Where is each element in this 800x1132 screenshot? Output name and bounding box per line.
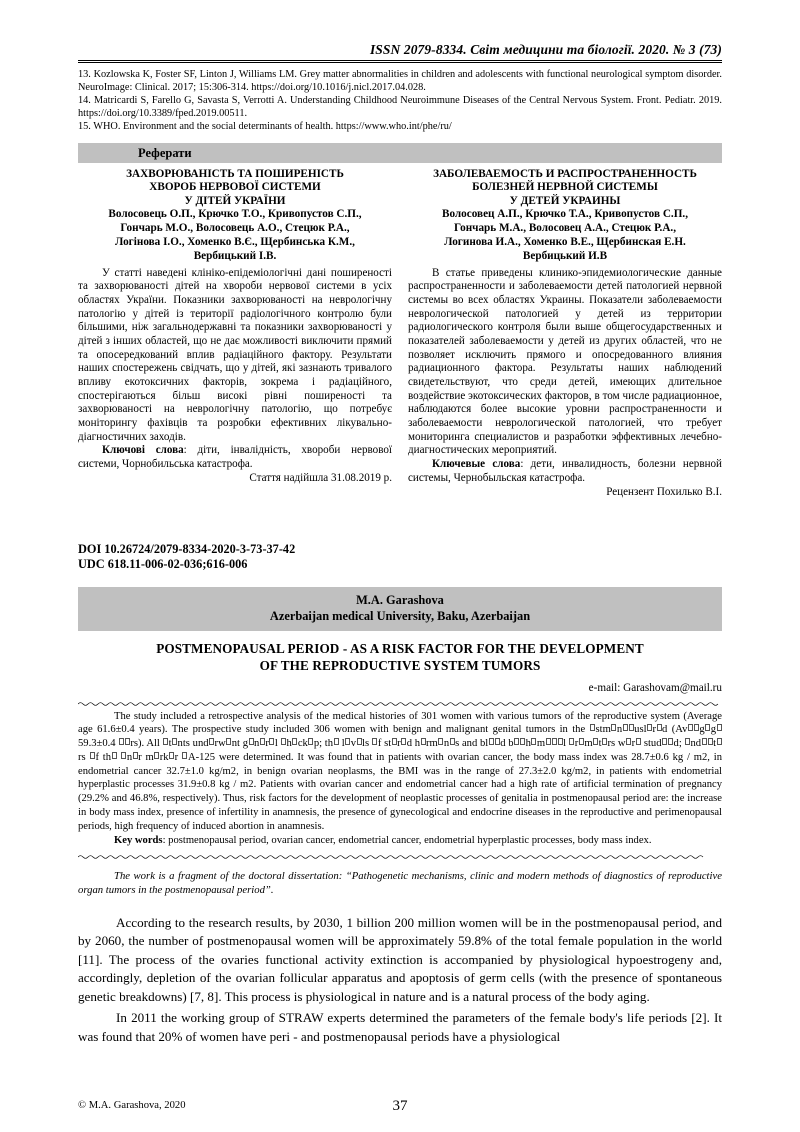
garbled-glyph	[657, 724, 662, 731]
garbled-glyph	[154, 752, 159, 759]
article-author-band	[78, 587, 722, 631]
garbled-glyph	[685, 738, 690, 745]
footer-page-number: 37	[392, 1098, 408, 1114]
abstract-ru-reviewer: Рецензент Похилько В.І.	[606, 485, 722, 498]
garbled-glyph	[209, 738, 214, 745]
garbled-glyph	[226, 738, 231, 745]
abstract-uk-author-line-2: Гончарь М.О., Волосовець А.О., Стецюк Р.А.,	[120, 222, 350, 235]
abstract-ru-authors	[408, 208, 722, 263]
garbled-glyph	[269, 738, 274, 745]
abstract-ru-body: В статье приведены клинико-эпидемиологические данные распространенности и заболеваемости детей патологией нервной системы во всех областях Украины. Показатели заболеваемости неврологической патологией у детей из территории радиологического контроля были выше общегосударственных и показателей заболеваемости у детей из других областей, что не позволяет исключить прямого и опосредованного влияния радиационного фактора. Результаты наших наблюдений свидетельствуют, что среди детей, имеющих длительное воздействие экотоксических факторов, в том числе радиационное, наблюдаются более высокие уровни распространенности и заболеваемости неврологической патологией, что требует мониторинга специалистов и разработки эффективных лечебно-диагностических мероприятий.	[408, 266, 722, 457]
garbled-glyph	[611, 724, 616, 731]
garbled-glyph	[334, 738, 339, 745]
running-head: ISSN 2079-8334. Світ медицини та біології. 2020. № 3 (73)	[369, 42, 722, 57]
garbled-glyph	[694, 724, 699, 731]
abstract-uk-title-line-1: ЗАХВОРЮВАНІСТЬ ТА ПОШИРЕНІСТЬ	[126, 167, 344, 180]
garbled-glyph	[172, 738, 177, 745]
garbled-glyph	[357, 738, 362, 745]
abstract-russian	[408, 168, 722, 498]
english-abstract-frag-a: stm	[595, 724, 611, 736]
wavy-separator-top	[78, 701, 722, 706]
garbled-glyph	[121, 752, 126, 759]
english-abstract: The study included a retrospective analysis of the medical histories of 301 women with various tumors of the reproductive system (Average age 61.6±0.4 years). The prospective study included 306 women with benign and malignant genital tumors in the stm n usl r d (Av g g59.3±0.4 rs). All t nts und rw nt g n r l h ck p; th l v ls f st r d h rm n s and bl d b h m l r m t rs w r stud d; nd trs f th n r m rk r A-125 were determined. It was found that in patients with ovarian cancer, the body mass index was 28.7±0.6 kg / m2, in endometrial cancer 32.7±1.0 kg/m2, in benign ovarian neoplasms, the BMI was in the range of 27.3±2.0 kg/m2, in patients with endometrial hyperplastic processes 31.9±0.8 kg / m2. Patients with ovarian cancer and endometrial cancer had a high rate of artificial termination of pregnancy (29.2% and 46.8%, respectively). Thus, risk factors for the development of neoplastic processes of genitalia in postmenopausal period are: the increase in body mass index, presence of infertility in anamnesis, the presence of gynecological and endocrine diseases in the reproductive and perimenopausal periods, high frequency of induced abortion in anamnesis.	[78, 710, 722, 832]
garbled-glyph	[552, 738, 557, 745]
abstract-uk-author-line-3: Логінова І.О., Хоменко В.Є., Щербинська К.М.,	[115, 236, 355, 249]
garbled-glyph	[626, 738, 631, 745]
garbled-glyph	[708, 738, 713, 745]
garbled-glyph	[489, 738, 494, 745]
garbled-glyph	[163, 738, 168, 745]
english-abstract-part-2: 59.3±0.4	[78, 738, 116, 750]
abstract-ru-author-line-1: Волосовец А.П., Крючко Т.А., Кривопустов С.П.,	[441, 208, 688, 221]
garbled-glyph	[401, 738, 406, 745]
garbled-glyph	[450, 738, 455, 745]
abstract-uk-authors	[78, 208, 392, 263]
abstract-uk-title-line-3: У ДІТЕЙ УКРАЇНИ	[184, 194, 286, 207]
running-head-rule-thin	[78, 62, 722, 63]
garbled-glyph	[514, 738, 519, 745]
running-head-rule-thick	[78, 60, 722, 61]
garbled-glyph	[702, 738, 707, 745]
garbled-glyph	[717, 724, 722, 731]
abstract-uk-keywords-label: Ключові слова	[102, 444, 184, 457]
garbled-glyph	[623, 724, 628, 731]
english-abstract-part-1: The study included a retrospective analysis of the medical histories of 301 women with various tumors of the reproductive system (Average age 61.6±0.4 years). The prospective study included 306 women with benign and malignant genital tumors in the	[78, 710, 722, 736]
english-abstract-part-4: A-125 were determined. It was found that in patients with ovarian cancer, the body mass index was 28.7±0.6 kg / m2, in endometrial cancer 32.7±1.0 kg/m2, in benign ovarian neoplasms, the BMI was in the range of 27.3±2.0 kg/m2, in patients with endometrial hyperplastic processes 31.9±0.8 kg / m2. Patients with ovarian cancer and endometrial cancer had a high rate of artificial termination of pregnancy (29.2% and 46.8%, respectively). Thus, risk factors for the development of neoplastic processes of genitalia in postmenopausal period are: the increase in body mass index, presence of infertility in anamnesis, the presence of gynecological and endocrine diseases in the reproductive and perimenopausal periods, high frequency of induced abortion in anamnesis.	[78, 751, 722, 832]
abstract-uk-author-line-4: Вербицький І.В.	[193, 249, 277, 262]
english-abstract-frag-e: r	[652, 724, 657, 736]
abstract-ru-title-line-1: ЗАБОЛЕВАЕМОСТЬ И РАСПРОСТРАНЕННОСТЬ	[433, 167, 697, 180]
english-abstract-frag-f: d (Av	[662, 724, 688, 736]
garbled-glyph	[668, 738, 673, 745]
garbled-glyph	[392, 738, 397, 745]
abstract-uk-keywords-value: : діти, інвалідність, хвороби нервової системи, Чорнобильська катастрофа.	[78, 444, 392, 471]
doi-udc-block	[78, 542, 722, 573]
garbled-glyph	[438, 738, 443, 745]
garbled-glyph	[182, 752, 187, 759]
abstract-uk-author-line-1: Волосовець О.П., Крючко Т.О., Кривопустов С.П.,	[108, 208, 362, 221]
garbled-glyph	[636, 738, 641, 745]
garbled-glyph	[372, 738, 377, 745]
english-keywords-value: : postmenopausal period, ovarian cancer, endometrial cancer, endometrial hyperplastic processes, body mass index.	[162, 834, 652, 846]
english-abstract-frag-d: l	[643, 724, 647, 736]
garbled-glyph	[602, 738, 607, 745]
garbled-glyph	[579, 738, 584, 745]
garbled-glyph	[569, 738, 574, 745]
reference-item-15: 15. WHO. Environment and the social determinants of health. https://www.who.int/phe/ru/	[78, 120, 452, 132]
garbled-glyph	[119, 738, 124, 745]
wavy-separator-bottom	[78, 854, 722, 859]
abstract-ukrainian	[78, 168, 392, 498]
garbled-glyph	[281, 738, 286, 745]
udc-line: UDC 618.11-006-02-036;616-006	[78, 557, 248, 572]
abstract-ru-author-line-3: Логинова И.А., Хоменко В.Е., Щербинская Е.Н.	[444, 236, 686, 249]
article-email: e-mail: Garashovam@mail.ru	[588, 681, 722, 694]
garbled-glyph	[546, 738, 551, 745]
garbled-glyph	[308, 738, 313, 745]
abstract-ru-title	[408, 168, 722, 209]
dissertation-note: The work is a fragment of the doctoral dissertation: “Pathogenetic mechanisms, clinic and modern methods of diagnostics of reproductive organ tumors in the postmenopausal period”.	[78, 870, 722, 897]
page-footer	[78, 1098, 722, 1118]
garbled-glyph	[593, 738, 598, 745]
body-paragraph-1: According to the research results, by 2030, 1 billion 200 million women will be in the postmenopausal period, and by 2060, the number of postmenopausal women will be approximately 59.8% of the total female population in the world [11]. The process of the ovaries functional activity extinction is accompanied by physiological hypoestrogeny and, accordingly, depletion of the ovarian follicular apparatus and apoptosis of germ cells (with the presence of spontaneous genetic breakdowns) [7, 8]. This process is physiological in nature and is a natural process of the body aging.	[78, 914, 722, 1004]
abstract-ru-author-line-4: Вербицький И.В	[522, 249, 608, 262]
abstract-ru-author-line-2: Гончарь М.А., Волосовец А.А., Стецюк Р.А.,	[453, 222, 677, 235]
section-band-abstracts: Реферати	[78, 143, 722, 163]
abstract-uk-body: У статті наведені клініко-епідеміологічні дані поширеності та захворюваності дітей на хвороби нервової системи в усіх областях України. Показники захворюваності на неврологічну патологію у дітей із території радіологічного контролю були більшими, ніж загальнодержавні та показники захворюваності у дітей з інших областей, що не дає можливості виключити прямий та опосередкований вплив радіаційного фактору. Результати наших спостережень свідчать, що у дітей, які зазнають тривалого впливу екотоксичних факторів, зокрема і радіаційного, спостерігаються більш високі рівні поширеності та захворюваності на неврологічну патологію, що потребує моніторингу фахівців та розробки ефективних лікувально-діагностичних заходів.	[78, 266, 392, 443]
doi-line: DOI 10.26724/2079-8334-2020-3-73-37-42	[78, 541, 296, 556]
garbled-glyph	[647, 724, 652, 731]
article-affiliation: Azerbaijan medical University, Baku, Azerbaijan	[269, 609, 531, 624]
garbled-glyph	[345, 738, 350, 745]
abstracts-two-column	[78, 168, 722, 498]
abstract-uk-received: Стаття надійшла 31.08.2019 р.	[249, 471, 392, 484]
abstract-uk-title	[78, 168, 392, 209]
reference-item-14: 14. Matricardi S, Farello G, Savasta S, Verrotti A. Understanding Childhood Neuroimmune Diseases of the Central Nervous System. Front. Pediatr. 2019. https://doi.org/10.3389/fped.2019.00511.	[78, 94, 722, 119]
english-keywords-label: Key words	[114, 834, 163, 846]
abstract-ru-keywords	[408, 458, 722, 485]
english-abstract-frag-c: us	[634, 724, 644, 736]
reference-list	[78, 69, 722, 134]
english-abstract-frag-b: n	[616, 724, 623, 736]
garbled-glyph	[249, 738, 254, 745]
abstract-ru-title-line-3: У ДЕТЕЙ УКРАИНЫ	[509, 194, 621, 207]
english-keywords	[78, 834, 722, 848]
article-title	[78, 640, 722, 675]
garbled-glyph	[705, 724, 710, 731]
article-title-line-1: POSTMENOPAUSAL PERIOD - AS A RISK FACTOR FOR THE DEVELOPMENT	[156, 640, 644, 656]
reference-item-13: 13. Kozlowska K, Foster SF, Linton J, Williams LM. Grey matter abnormalities in children and adolescents with functional neurological symptom disorder. NeuroImage: Clinical. 2017; 15:306-314. https://doi.org/10.1016/j.nicl.2017.04.028.	[78, 69, 722, 93]
garbled-glyph	[662, 738, 667, 745]
abstract-uk-title-line-2: ХВОРОБ НЕРВОВОЇ СИСТЕМИ	[149, 181, 321, 194]
garbled-glyph	[717, 738, 722, 745]
article-author: M.A. Garashova	[356, 593, 444, 608]
abstract-ru-title-line-2: БОЛЕЗНЕЙ НЕРВНОЙ СИСТЕМЫ	[472, 181, 658, 194]
garbled-glyph	[421, 738, 426, 745]
garbled-glyph	[292, 738, 297, 745]
abstract-ru-keywords-value: : дети, инвалидность, болезни нервной системы, Чернобыльская катастрофа.	[408, 458, 722, 484]
garbled-glyph	[558, 738, 563, 745]
garbled-glyph	[112, 752, 117, 759]
garbled-glyph	[520, 738, 525, 745]
garbled-glyph	[688, 724, 693, 731]
garbled-glyph	[495, 738, 500, 745]
garbled-glyph	[169, 752, 174, 759]
abstract-ru-keywords-label: Ключевые слова	[432, 458, 521, 471]
article-title-line-2: OF THE REPRODUCTIVE SYSTEM TUMORS	[259, 658, 541, 674]
garbled-glyph	[590, 724, 595, 731]
garbled-glyph	[260, 738, 265, 745]
body-paragraph-2: In 2011 the working group of STRAW experts determined the parameters of the female body's life periods [2]. It was found that 20% of women have peri - and postmenopausal periods have a physiological	[78, 1010, 722, 1044]
footer-copyright: © M.A. Garashova, 2020	[78, 1100, 186, 1111]
garbled-glyph	[629, 724, 634, 731]
english-abstract-part-3: rs). All	[130, 738, 160, 750]
garbled-glyph	[90, 752, 95, 759]
abstract-uk-keywords	[78, 444, 392, 471]
garbled-glyph	[133, 752, 138, 759]
garbled-glyph	[531, 738, 536, 745]
